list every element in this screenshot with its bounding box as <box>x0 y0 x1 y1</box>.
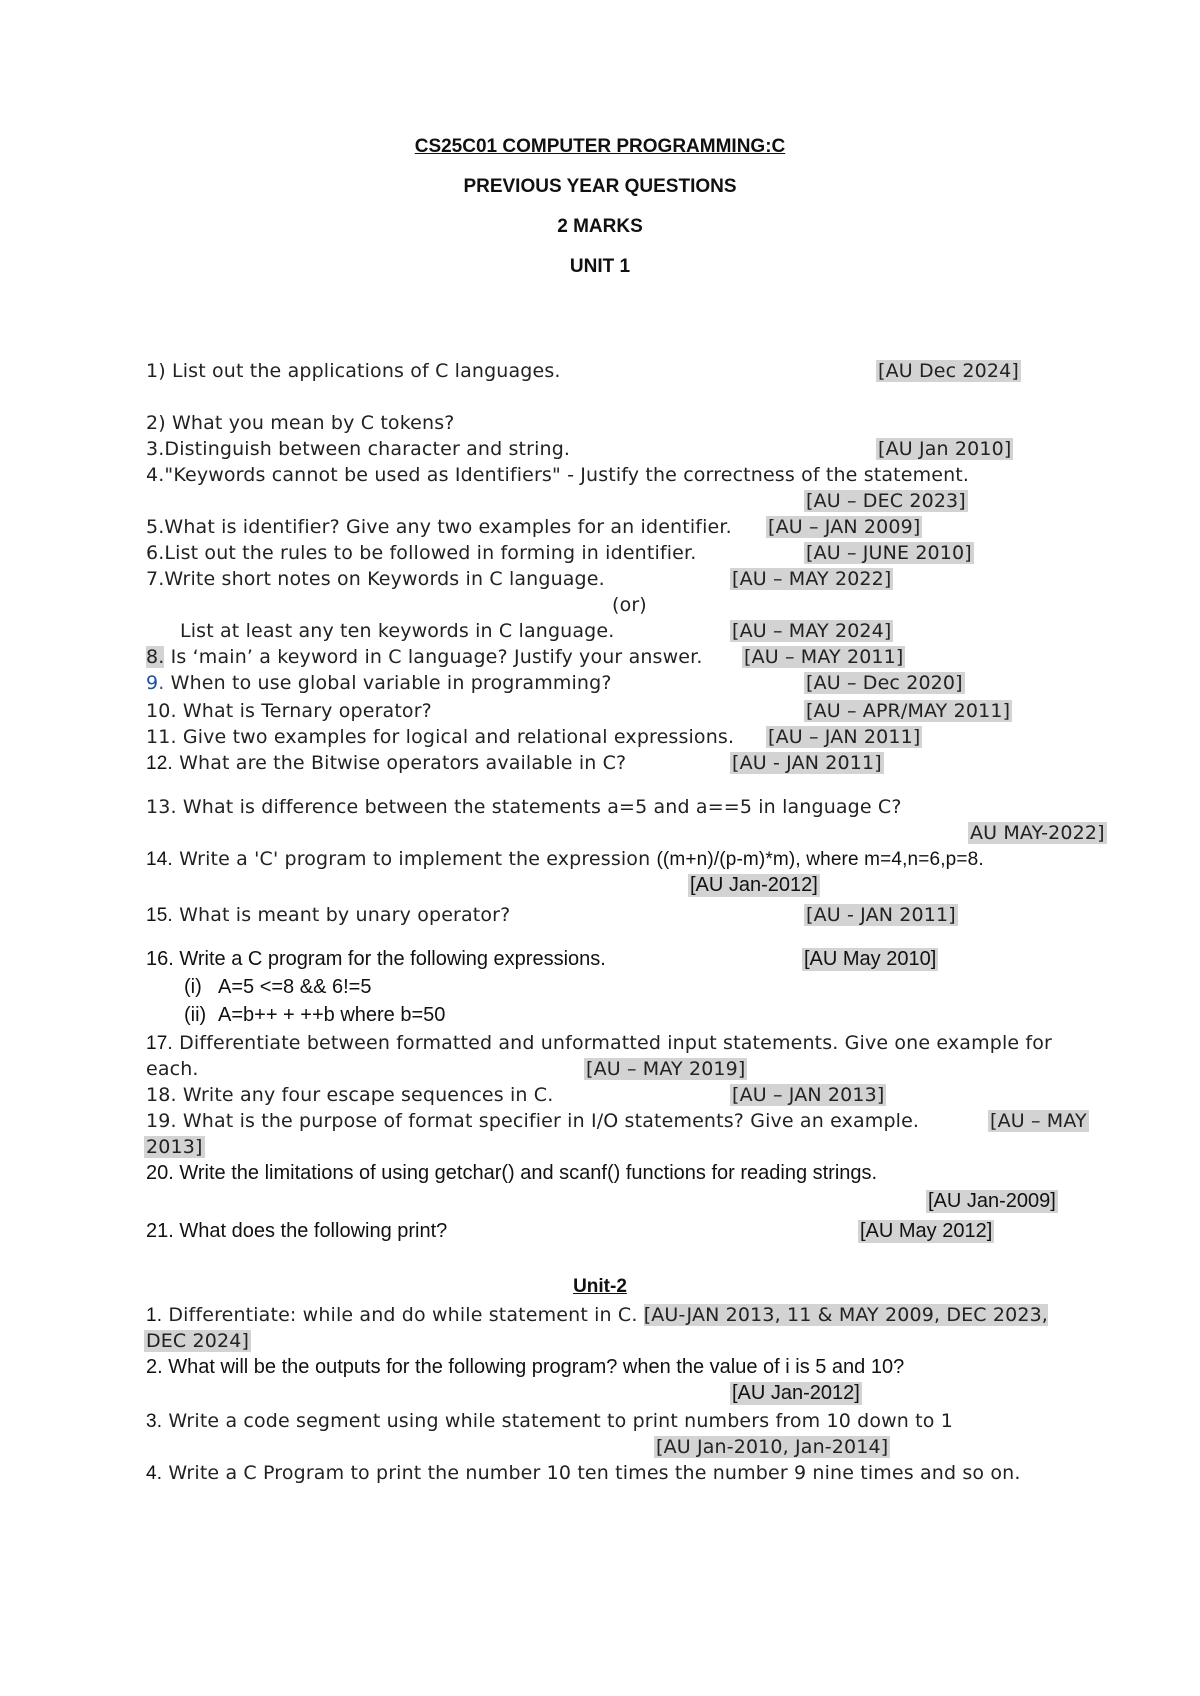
unit-2-question-3-number: 3. <box>146 1411 163 1432</box>
question-7-tag: [AU – MAY 2022] <box>732 568 892 590</box>
question-12 <box>146 752 626 775</box>
question-19-tag: [AU – MAY <box>990 1110 1087 1132</box>
question-9 <box>146 672 612 694</box>
unit-2-question-4 <box>146 1462 1021 1485</box>
unit-2-question-1-text: Differentiate: while and do while statement in C. <box>162 1304 644 1326</box>
question-8-tag: [AU – MAY 2011] <box>744 646 904 668</box>
question-17-tag: [AU – MAY 2019] <box>586 1058 746 1080</box>
question-19-tag-continued: 2013] <box>146 1136 203 1158</box>
question-14-tag: [AU Jan-2012] <box>690 874 818 896</box>
question-9-text: When to use global variable in programming? <box>164 672 612 694</box>
document-title: CS25C01 COMPUTER PROGRAMMING:C <box>414 136 786 157</box>
unit-2-question-2-tag: [AU Jan-2012] <box>732 1382 860 1404</box>
question-12-tag: [AU - JAN 2011] <box>732 752 882 774</box>
question-8-text: Is ‘main’ a keyword in C language? Justify your answer. <box>164 646 703 668</box>
question-13: 13. What is difference between the statements a=5 and a==5 in language C? <box>146 796 902 818</box>
question-19: 19. What is the purpose of format specifier in I/O statements? Give an example. <box>146 1110 920 1132</box>
question-14-expression: ((m+n)/(p-m)*m), where m=4,n=6,p=8. <box>656 849 984 870</box>
question-16: 16. Write a C program for the following expressions. <box>146 948 606 970</box>
unit-2-question-2: 2. What will be the outputs for the following program? when the value of i is 5 and 10? <box>146 1356 905 1378</box>
unit-2-question-1 <box>146 1304 1048 1327</box>
question-5-tag: [AU – JAN 2009] <box>768 516 921 538</box>
question-12-text: What are the Bitwise operators available in C? <box>172 752 627 774</box>
question-16-item-i: A=5 <=8 && 6!=5 <box>218 976 372 998</box>
question-16-item-ii-label: (ii) <box>184 1004 207 1026</box>
document-subtitle: PREVIOUS YEAR QUESTIONS <box>463 176 737 197</box>
question-17 <box>146 1032 1052 1055</box>
unit-2-question-1-number: 1. <box>146 1305 163 1326</box>
question-3-tag: [AU Jan 2010] <box>878 438 1012 460</box>
unit-2-question-1-tag-continued: DEC 2024] <box>146 1330 250 1352</box>
question-17-continued: each. <box>146 1058 199 1080</box>
unit-2-question-3 <box>146 1410 953 1433</box>
question-17-number: 17. <box>146 1033 173 1054</box>
question-7-or: (or) <box>612 594 647 616</box>
question-14-number: 14. <box>146 849 173 870</box>
question-11: 11. Give two examples for logical and relational expressions. <box>146 726 735 748</box>
question-8 <box>146 646 703 668</box>
question-16-tag: [AU May 2010] <box>804 948 937 970</box>
unit-2-question-4-text: Write a C Program to print the number 10 ten times the number 9 nine times and so on. <box>162 1462 1021 1484</box>
question-6: 6.List out the rules to be followed in forming in identifier. <box>146 542 697 564</box>
question-7-alternative-tag: [AU – MAY 2024] <box>732 620 892 642</box>
question-3: 3.Distinguish between character and string. <box>146 438 571 460</box>
question-15 <box>146 904 510 927</box>
question-2: 2) What you mean by C tokens? <box>146 412 455 434</box>
question-10: 10. What is Ternary operator? <box>146 700 432 722</box>
question-9-number: 9. <box>146 672 165 694</box>
question-1: 1) List out the applications of C languages. <box>146 360 561 382</box>
question-20-tag: [AU Jan-2009] <box>928 1190 1056 1212</box>
unit-2-question-1-tag: [AU-JAN 2013, 11 & MAY 2009, DEC 2023, <box>643 1304 1049 1326</box>
question-4: 4."Keywords cannot be used as Identifiers" - Justify the correctness of the statement. <box>146 464 970 486</box>
question-8-number: 8. <box>146 646 165 668</box>
question-11-tag: [AU – JAN 2011] <box>768 726 921 748</box>
question-21-tag: [AU May 2012] <box>860 1220 993 1242</box>
question-14 <box>146 848 984 871</box>
unit-2-question-3-text: Write a code segment using while statement to print numbers from 10 down to 1 <box>162 1410 953 1432</box>
marks-heading: 2 MARKS <box>557 216 643 237</box>
question-14-text: Write a 'C' program to implement the expression <box>172 848 657 870</box>
unit-2-heading: Unit-2 <box>573 1276 627 1297</box>
question-16-item-ii: A=b++ + ++b where b=50 <box>218 1004 446 1026</box>
question-13-tag: AU MAY-2022] <box>970 822 1105 844</box>
question-4-tag: [AU – DEC 2023] <box>806 490 966 512</box>
question-15-tag: [AU - JAN 2011] <box>806 904 956 926</box>
unit-heading: UNIT 1 <box>569 256 631 277</box>
question-9-tag: [AU – Dec 2020] <box>806 672 963 694</box>
question-12-number: 12. <box>146 753 173 774</box>
unit-2-question-4-number: 4. <box>146 1463 163 1484</box>
question-1-tag: [AU Dec 2024] <box>878 360 1019 382</box>
question-5: 5.What is identifier? Give any two examples for an identifier. <box>146 516 732 538</box>
unit-2-question-3-tag: [AU Jan-2010, Jan-2014] <box>656 1436 889 1458</box>
question-16-item-i-label: (i) <box>184 976 202 998</box>
question-7-alternative: List at least any ten keywords in C language. <box>180 620 615 642</box>
question-7: 7.Write short notes on Keywords in C language. <box>146 568 605 590</box>
question-17-text: Differentiate between formatted and unformatted input statements. Give one example for <box>172 1032 1052 1054</box>
question-20: 20. Write the limitations of using getchar() and scanf() functions for reading strings. <box>146 1162 878 1184</box>
question-18-tag: [AU – JAN 2013] <box>732 1084 885 1106</box>
question-15-text: What is meant by unary operator? <box>172 904 511 926</box>
question-18: 18. Write any four escape sequences in C. <box>146 1084 554 1106</box>
question-21: 21. What does the following print? <box>146 1220 448 1242</box>
question-10-tag: [AU – APR/MAY 2011] <box>806 700 1011 722</box>
question-6-tag: [AU – JUNE 2010] <box>806 542 972 564</box>
question-15-number: 15. <box>146 905 173 926</box>
